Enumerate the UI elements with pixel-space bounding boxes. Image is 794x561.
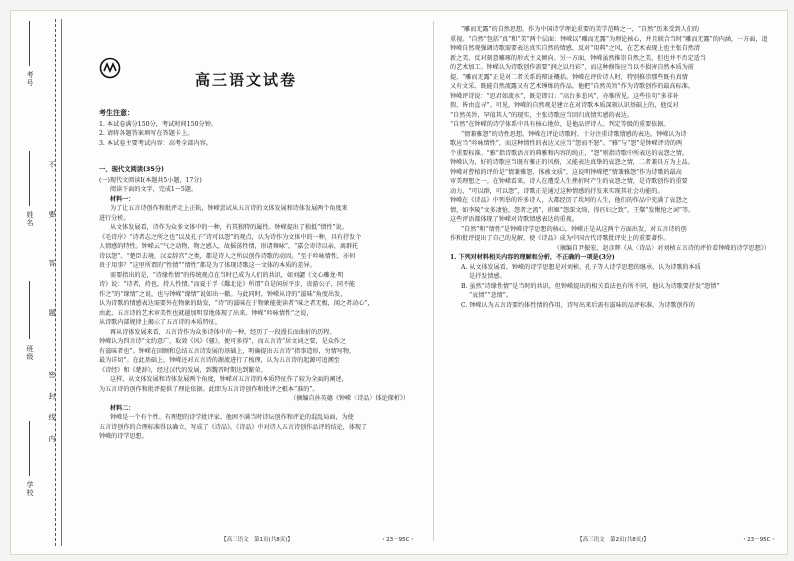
section-heading: 一、现代文阅读(35分) [99, 166, 164, 173]
material-two-text [99, 413, 415, 442]
text-line: 贵于用事？”这里所谓的“性情”“情性”都是为了体现诗歌这一文体的本质的差异。 [99, 262, 316, 269]
page-two-body [450, 25, 776, 310]
notice-heading: 考生注意： [99, 109, 134, 117]
text-line: B. 虽然“诗缘性情”是当时的共识，但钟嵘提出的相关看法也有所不同，他认为诗歌要抒发“怨情” [461, 282, 720, 290]
text-line: 钟嵘认为四言诗“文约意广，取效《风》《骚》，便可多得”，而五言诗“居文词之要，是众作之 [99, 338, 346, 345]
text-line: 新之美，反对刻意雕琢的形式主义倾向。另一方面，钟嵘虽然推崇自然之美，但也并不否定适当 [450, 54, 706, 62]
text-line: 为了让五言诗创作和批评走上正轨，钟嵘尝试从五言诗的文体发展和诗体发展两个角度来 [110, 205, 348, 212]
page-one-number: 【高三语文 第1页(共8页)】 [221, 537, 293, 543]
text-line: 五言诗创作的合理标准得以确立，写成了《诗品》。《诗品》中对诗人五言诗创作品评的结论，体现了 [99, 423, 368, 431]
text-line: 钟嵘自然观强调诗歌需要表达真实自然的情感，反对“用典”之风，在艺术表现上也主张自然清 [450, 45, 700, 52]
binding-margin [11, 11, 69, 554]
notice-item: 2. 请将各题答案填写在答题卡上。 [99, 130, 194, 137]
text-line: 钟嵘认为，好的诗歌应当既有雅正的风格，又能表达真挚的哀怨之情，二者兼具方为上品。 [450, 159, 694, 166]
text-line: 情，如李陵“文多凄怆，怨者之流”，班姬“怨深文绮，得匹妇之致”，王粲“发愀怆之词”等。 [450, 206, 695, 214]
exam-sheet [10, 10, 788, 555]
text-line: 的艺术加工。钟嵘认为诗歌创作需要“润之以丹彩”，而这种修饰应当以不损害自然本质为前 [450, 64, 694, 71]
page-divider [433, 21, 434, 541]
text-line: 钟嵘对曹植的评价是“情兼雅怨，体被文质”，这说明钟嵘把“情兼雅怨”作为诗歌的最高 [450, 168, 682, 176]
text-line: 钟嵘在《诗品》中列举的许多诗人，大都经历了坎坷的人生，他们的作品中充满了哀怨之 [450, 197, 688, 204]
text-line: “雕而无露”的自然思想。作为中国诗学理论重要的美学范畴之一，“自然”历来受到人们的 [461, 26, 699, 33]
text-line: 钟嵘是一个有个性、有理想的诗学批评家。他困不满当时诗坛创作和评论的混乱局面，为使 [110, 414, 354, 421]
sub-heading: (一)现代文阅读Ⅰ(本题共5小题，17分) [99, 176, 202, 184]
page-two-number: 【高三语文 第2页(共8页)】 [577, 537, 649, 543]
text-line: 诗》说：“诗者，持也，持人性情。”而夏于孚《鄱北论》所谓“自是闲居平步，贵游公子，同不能 [99, 281, 356, 288]
text-line: 作之”的“缘情”之说，也与钟嵘“缘情”说如出一辙。与此同时，钟嵘从诗的“滋味”角度出发， [99, 290, 347, 298]
text-line: 诗以怨”。“楚臣去境，汉妾辞宫”之类，都是诗人之所以创作诗歌的动因。“至于吟咏情性，亦何 [99, 252, 356, 260]
exam-notice [99, 109, 409, 148]
school-blank[interactable] [29, 421, 30, 476]
material-two-label: 材料二： [110, 404, 135, 412]
text-line: “情兼雅怨”的诗性思想。钟嵘在评论诗歌时，十分注重诗歌情感的表达。钟嵘认为诗 [461, 130, 687, 138]
text-line: 假，皆由直寻”。可见，钟嵘的自然观是建立在对诗歌本质深刻认识基础上的，他反对 [450, 102, 679, 109]
question-one-stem: 1. 下列对材料相关内容的理解和分析，不正确的一项是(3分) [450, 254, 615, 261]
exam-number-label: 考号 [26, 71, 34, 87]
class-blank[interactable] [29, 281, 30, 339]
seal-line-text: 密 封 线 内 [48, 371, 56, 448]
exam-number-blank[interactable] [29, 21, 30, 66]
text-line: 最为详切”。在此基础上，钟嵘还对五言诗的源流进行了梳理，认为五言诗的起源可追溯至 [99, 357, 340, 364]
text-line: 钟嵘的诗学思想。 [99, 433, 148, 440]
page-two-footer [450, 535, 776, 543]
text-line: 有滋味者也”。钟嵘在回顾和总结五言诗发展的基础上，明确提出五言诗“指事造形，穷情写物， [99, 347, 356, 355]
text-line: 《毛诗序》“诗者志之所之也”以及孔子“诗可以怨”的观点，认为诗作为文体中的一种，具有抒发个 [99, 233, 362, 241]
school-label: 学校 [26, 481, 34, 497]
text-line: 为五言诗的创作和批评提供了理论依据。此即为五言诗创作和批评之根本“准的”。 [99, 385, 319, 393]
text-line: “哀情”“悲情”。 [469, 292, 512, 299]
instruction: 阅读下面的文字，完成1～5题。 [110, 186, 197, 193]
page-title: 高三语文试卷 [195, 71, 298, 89]
text-line: “自然”和“情性”是钟嵘诗学思想的核心，钟嵘正是从这两个方面出发，对五言诗的创 [461, 225, 687, 233]
text-line: 由此，五言诗的艺术审美性也就越加明显地体现了出来。钟嵘“吟咏情性”之说， [99, 309, 313, 317]
text-line: 歌应当“吟咏情性”，而这种情性的表达又应当“怨而不怒”。“雅”与“怨”是钟嵘评诗的两 [450, 140, 683, 147]
text-line: 又有文采、既能自然流露又有艺术锤炼的作品，他把“自然英旨”作为诗歌创作的最高标准。 [450, 83, 694, 90]
text-line: 提，“雕而无露”正是对二者关系的辩证概括。钟嵘在评价诗人时，特别推崇那些既有真情 [450, 73, 688, 81]
text-line: 这样，从文体发展和诗体发展两个角度，钟嵘对五言诗的本质特征作了较为全面的阐述， [110, 376, 348, 383]
page-two-source: （摘编自尹振宏、赵彦辉《从〈诗品〉对刘桢五言诗的评价看钟嵘的诗学思想》） [553, 244, 770, 252]
material-one-text [99, 204, 415, 394]
text-line: 动力，“可以群，可以怨”，诗歌正是通过这种情感的抒发来实现其社会功能的。 [450, 187, 664, 195]
material-one-source: （摘编自孙英德《钟嵘〈诗品〉体论探析》） [290, 395, 409, 402]
text-line: 这些评语都体现了钟嵘对诗歌情感表达的重视。 [450, 216, 578, 223]
no-answer-warning: 不 要 答 题 [48, 161, 56, 336]
text-line: 重视。“自然”包括“真”和“美”两个层面：钟嵘以“雕而无露”为理论核心，并且联合当时“雕而无露”的内涵，一方面，追 [450, 35, 768, 43]
seal-solid-line [61, 19, 62, 546]
name-blank[interactable] [29, 151, 30, 206]
text-line: 需要指出的是，“诗缘性情”的传统观点在当时已成为人们的共识，如刘勰《文心雕龙·明 [110, 271, 344, 279]
class-label: 班级 [26, 345, 34, 361]
text-line: 认为诗歌的情感表达需要外在物象的助发，“诗”的滋味在于物象能使读者“味之者无极，闻之者动心”， [99, 300, 374, 307]
page-one-footer [99, 535, 415, 543]
text-line: 审美理想之一。在钟嵘看来，诗人在遭受人生挫折时产生的哀怨之情，是诗歌创作的重要 [450, 178, 688, 185]
question-one-options [450, 263, 776, 311]
text-line: 《诗经》和《楚辞》，经过汉代的发展，到魏晋时期达到繁荣。 [99, 366, 267, 374]
text-line: 再从诗体发展来看，五言诗作为众多诗体中的一种，经历了一段漫长而曲折的历程。 [110, 328, 336, 336]
page-one-body [99, 163, 415, 442]
text-line: 人情感的特性。钟嵘云“气之动物，物之感人，故摇荡性情，形诸舞咏”，“嘉会寄诗以亲，离群托 [99, 243, 359, 250]
text-line: 从文体发展看，诗作为众多文体中的一种，有其独特的属性。钟嵘提出了独抵“情性”说。 [110, 224, 348, 231]
notice-item: 3. 本试卷主要考试内容：高考全部内容。 [99, 139, 213, 147]
text-line: 钟嵘评诗说：“思君如流水”，既是即目；“高台多悲风”，亦惟所见。这些佳句“多非补 [450, 92, 679, 100]
text-line: 作和批评提出了自己的见解，使《诗品》成为中国古代诗歌批评史上的重要著作。 [450, 235, 670, 242]
text-line: 是抒发情感。 [469, 273, 506, 280]
text-line: “自然英旨，罕值其人”的现实，主张诗歌应当回归真情实感的表达。 [450, 111, 633, 119]
text-line: A. 从文体发展看，钟嵘的诗学思想是对刘桢、孔子等人诗学思想的继承，认为诗歌的本质 [461, 263, 701, 271]
text-line: 进行分析。 [99, 214, 130, 222]
name-label: 姓名 [26, 211, 34, 227]
notice-item: 1. 本试卷满分150分，考试时间150分钟。 [99, 120, 218, 128]
text-line: “自然”在钟嵘的诗学体系中具有核心地位，是他品评诗人、判定等级的重要依据。 [450, 121, 670, 128]
page-one-code: ・23－95C・ [380, 537, 415, 543]
text-line: C. 钟嵘认为五言诗要约体性情的作用，诗写出来后需有滋味的品评标准，为诗歌创作的 [461, 301, 695, 309]
publisher-logo-icon [99, 57, 121, 79]
material-one-label: 材料一： [110, 195, 135, 203]
text-line: 个重要标准。“雅”指诗歌语言的典雅和内容的纯正，“怨”则指诗歌中所表达的哀怨之情。 [450, 149, 688, 157]
page-two-text [450, 25, 776, 244]
text-line: 从诗歌内部规律上揭示了五言诗的本质特征。 [99, 319, 221, 326]
page-two-code: ・23－95C・ [741, 537, 776, 543]
